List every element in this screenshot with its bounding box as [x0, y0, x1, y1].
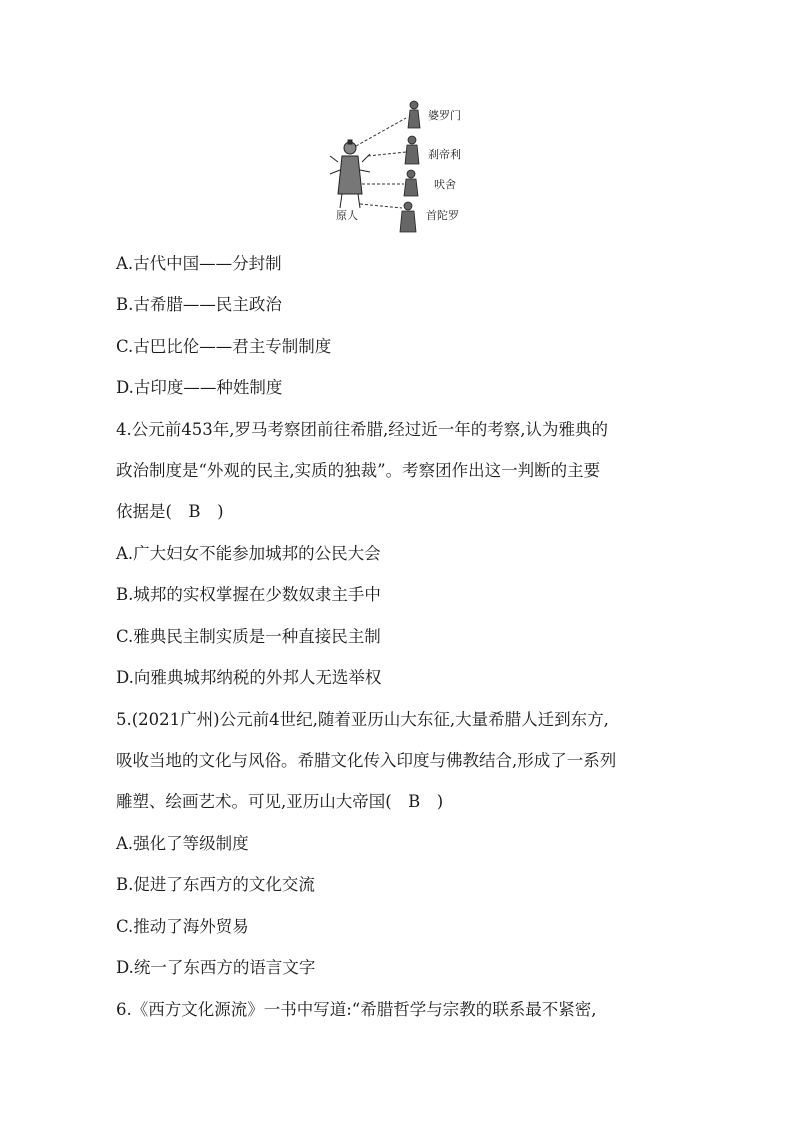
q4-stem-line-3: 依据是( B ): [116, 502, 224, 521]
caste-label-shudra: 首陀罗: [426, 209, 459, 222]
q5-option-a: A.强化了等级制度: [116, 834, 249, 853]
q5-stem-line-1: 5.(2021广州)公元前4世纪,随着亚历山大东征,大量希腊人迁到东方,: [116, 710, 609, 729]
q4-option-a: A.广大妇女不能参加城邦的公民大会: [116, 544, 381, 563]
q3-option-c: C.古巴比伦——君主专制制度: [116, 337, 332, 356]
q4-option-b: B.城邦的实权掌握在少数奴隶主手中: [116, 585, 381, 604]
q5-stem-line-2: 吸收当地的文化与风俗。希腊文化传入印度与佛教结合,形成了一系列: [116, 751, 617, 770]
q5-option-d: D.统一了东西方的语言文字: [116, 958, 316, 977]
caste-label-brahmin: 婆罗门: [428, 109, 461, 122]
vaishya-figure-icon: [404, 170, 418, 196]
q5-option-b: B.促进了东西方的文化交流: [116, 875, 315, 894]
q4-stem-line-2: 政治制度是“外观的民主,实质的独裁”。考察团作出这一判断的主要: [116, 461, 601, 480]
q4-option-d: D.向雅典城邦纳税的外邦人无选举权: [116, 668, 382, 687]
connector-lines: [356, 118, 406, 208]
q4-stem-line-1: 4.公元前453年,罗马考察团前往希腊,经过近一年的考察,认为雅典的: [116, 420, 608, 439]
q3-option-a: A.古代中国——分封制: [116, 254, 282, 273]
q5-option-c: C.推动了海外贸易: [116, 917, 249, 936]
origin-label: 原人: [336, 209, 358, 222]
q4-option-c: C.雅典民主制实质是一种直接民主制: [116, 627, 381, 646]
q3-option-b: B.古希腊——民主政治: [116, 295, 282, 314]
q5-stem-line-3: 雕塑、绘画艺术。可见,亚历山大帝国( B ): [116, 792, 444, 811]
caste-figure: [318, 96, 478, 242]
q3-option-d: D.古印度——种姓制度: [116, 378, 283, 397]
brahmin-figure-icon: [408, 101, 420, 128]
q6-stem-line-1: 6.《西方文化源流》一书中写道:“希腊哲学与宗教的联系最不紧密,: [116, 1000, 597, 1019]
shudra-figure-icon: [400, 202, 416, 232]
caste-label-vaishya: 吠舍: [434, 178, 456, 191]
caste-label-kshatriya: 刹帝利: [428, 148, 461, 161]
purusha-icon: [330, 140, 370, 208]
kshatriya-figure-icon: [405, 136, 419, 164]
